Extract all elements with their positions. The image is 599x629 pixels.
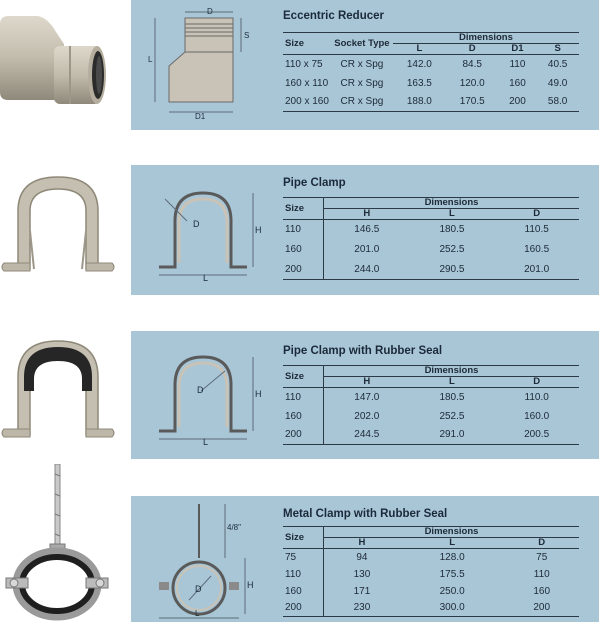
table-row xyxy=(283,583,579,600)
rubber-pipe-clamp-diagram xyxy=(145,345,263,450)
cell-value: 252.5 xyxy=(439,244,465,255)
metal-clamp-diagram xyxy=(145,502,263,625)
cell-value: 110 xyxy=(509,58,526,70)
dim-label-thread: 4/8" xyxy=(227,523,241,532)
cell-value: 120.0 xyxy=(459,77,485,89)
col-header: D xyxy=(538,537,546,548)
metal-clamp-table-wrap xyxy=(283,508,579,618)
cell-size: 160 x 110 xyxy=(285,77,329,89)
dim-label-d: D xyxy=(195,584,202,594)
cell-value: 75 xyxy=(536,551,548,563)
col-header: H xyxy=(324,209,410,220)
cell-size: 110 x 75 xyxy=(285,58,323,70)
rubber-pipe-clamp-photo xyxy=(0,335,118,457)
table-row xyxy=(283,260,579,280)
cell-value: 200 xyxy=(533,602,551,614)
cell-value: 175.5 xyxy=(439,568,465,580)
spec-table xyxy=(283,365,579,445)
col-header: H xyxy=(324,538,400,549)
size-header: Size xyxy=(283,198,324,220)
cell-size: 200 x 160 xyxy=(285,96,329,108)
dimensions-header: Dimensions xyxy=(393,33,579,44)
dim-label-l: L xyxy=(148,55,153,64)
socket-header: Socket Type xyxy=(331,33,393,55)
cell-value: 58.0 xyxy=(547,96,568,108)
table-row xyxy=(283,93,579,112)
cell-value: 188.0 xyxy=(406,96,432,108)
product-metal-clamp-rubber-seal xyxy=(0,464,599,626)
table-row xyxy=(283,220,579,240)
cell-value: 201.0 xyxy=(524,263,550,275)
product-title: Pipe Clamp xyxy=(283,177,346,189)
product-pipe-clamp xyxy=(0,165,599,295)
cell-socket: CR x Spg xyxy=(340,58,384,70)
col-header: D1 xyxy=(511,43,524,54)
cell-value: 160.5 xyxy=(524,244,550,255)
cell-value: 160 xyxy=(509,77,526,89)
metal-clamp-panel xyxy=(131,496,599,622)
dim-label-s: S xyxy=(244,31,250,40)
dim-label-l: L xyxy=(195,609,200,618)
cell-size: 75 xyxy=(285,551,297,563)
col-header: L xyxy=(416,43,423,54)
dim-label-d: D xyxy=(193,219,200,229)
col-header: D xyxy=(533,376,541,387)
size-header: Size xyxy=(283,366,324,388)
pipe-clamp-diagram xyxy=(145,181,263,286)
size-header: Size xyxy=(283,33,331,55)
pipe-clamp-photo xyxy=(0,171,118,293)
dim-label-d1: D1 xyxy=(195,112,206,121)
cell-size: 160 xyxy=(285,244,302,255)
dimensions-header: Dimensions xyxy=(324,198,580,209)
col-header: D xyxy=(533,208,541,219)
table-row xyxy=(283,74,579,93)
cell-value: 84.5 xyxy=(462,58,482,70)
eccentric-reducer-panel xyxy=(131,0,599,130)
col-header: S xyxy=(554,43,561,54)
product-pipe-clamp-rubber-seal xyxy=(0,331,599,461)
cell-value: 128.0 xyxy=(439,551,465,563)
cell-value: 130 xyxy=(324,566,400,583)
cell-size: 110 xyxy=(285,391,301,403)
cell-value: 250.0 xyxy=(439,585,465,597)
col-header: L xyxy=(449,208,455,219)
product-title: Pipe Clamp with Rubber Seal xyxy=(283,345,443,357)
cell-value: 40.5 xyxy=(547,58,568,70)
metal-clamp-photo xyxy=(0,464,118,624)
cell-value: 180.5 xyxy=(439,224,465,236)
cell-value: 244.0 xyxy=(324,260,410,280)
dim-label-l: L xyxy=(203,273,209,281)
cell-size: 200 xyxy=(285,602,302,614)
cell-value: 180.5 xyxy=(439,391,465,403)
cell-value: 230 xyxy=(324,600,400,617)
col-header: L xyxy=(449,537,456,548)
cell-size: 200 xyxy=(285,263,302,275)
rubber-pipe-clamp-table-wrap xyxy=(283,345,579,455)
cell-size: 160 xyxy=(285,585,302,597)
dimensions-header: Dimensions xyxy=(324,366,580,377)
rubber-pipe-clamp-panel xyxy=(131,331,599,459)
eccentric-reducer-table-wrap xyxy=(283,10,579,120)
cell-value: 94 xyxy=(324,549,400,566)
size-header: Size xyxy=(283,527,324,549)
cell-value: 110.5 xyxy=(524,224,549,236)
cell-size: 110 xyxy=(285,568,301,580)
cell-value: 160.0 xyxy=(524,410,550,422)
cell-size: 200 xyxy=(285,429,302,441)
cell-value: 110.0 xyxy=(524,391,549,403)
product-title: Metal Clamp with Rubber Seal xyxy=(283,508,448,520)
dim-label-h: H xyxy=(255,225,262,235)
col-header: H xyxy=(324,377,410,388)
table-row xyxy=(283,55,579,74)
col-header: D xyxy=(468,43,476,54)
eccentric-reducer-photo xyxy=(0,14,118,106)
table-row xyxy=(283,600,579,617)
dim-label-h: H xyxy=(247,580,254,590)
dimensions-header: Dimensions xyxy=(324,527,580,538)
spec-table xyxy=(283,32,579,112)
cell-value: 160 xyxy=(533,585,551,597)
dim-label-h: H xyxy=(255,389,262,399)
cell-value: 49.0 xyxy=(547,77,568,89)
cell-value: 200.5 xyxy=(524,429,550,441)
spec-table xyxy=(283,197,579,280)
cell-value: 142.0 xyxy=(406,58,432,70)
dim-label-l: L xyxy=(203,437,209,445)
pipe-clamp-panel xyxy=(131,165,599,295)
table-row xyxy=(283,388,579,407)
cell-value: 244.5 xyxy=(324,426,410,445)
product-eccentric-reducer xyxy=(0,0,599,130)
eccentric-reducer-diagram xyxy=(145,6,263,129)
table-row xyxy=(283,549,579,566)
cell-size: 110 xyxy=(285,224,301,236)
cell-value: 200 xyxy=(509,96,526,108)
spec-table xyxy=(283,526,579,617)
cell-socket: CR x Spg xyxy=(340,77,384,89)
cell-socket: CR x Spg xyxy=(340,96,384,108)
product-title: Eccentric Reducer xyxy=(283,10,384,22)
cell-value: 146.5 xyxy=(324,220,410,240)
pipe-clamp-table-wrap xyxy=(283,177,579,287)
dim-label-d: D xyxy=(207,7,213,16)
cell-value: 300.0 xyxy=(439,602,465,614)
col-header: L xyxy=(449,376,455,387)
cell-value: 110 xyxy=(533,568,550,580)
table-row xyxy=(283,426,579,445)
cell-value: 147.0 xyxy=(324,388,410,407)
table-row xyxy=(283,407,579,426)
cell-value: 202.0 xyxy=(324,407,410,426)
table-row xyxy=(283,566,579,583)
cell-size: 160 xyxy=(285,410,302,422)
cell-value: 252.5 xyxy=(439,410,465,422)
cell-value: 290.5 xyxy=(439,263,465,275)
dim-label-d: D xyxy=(197,385,204,395)
cell-value: 201.0 xyxy=(324,240,410,260)
cell-value: 170.5 xyxy=(459,96,485,108)
cell-value: 163.5 xyxy=(406,77,432,89)
cell-value: 171 xyxy=(324,583,400,600)
table-row xyxy=(283,240,579,260)
cell-value: 291.0 xyxy=(439,429,465,441)
